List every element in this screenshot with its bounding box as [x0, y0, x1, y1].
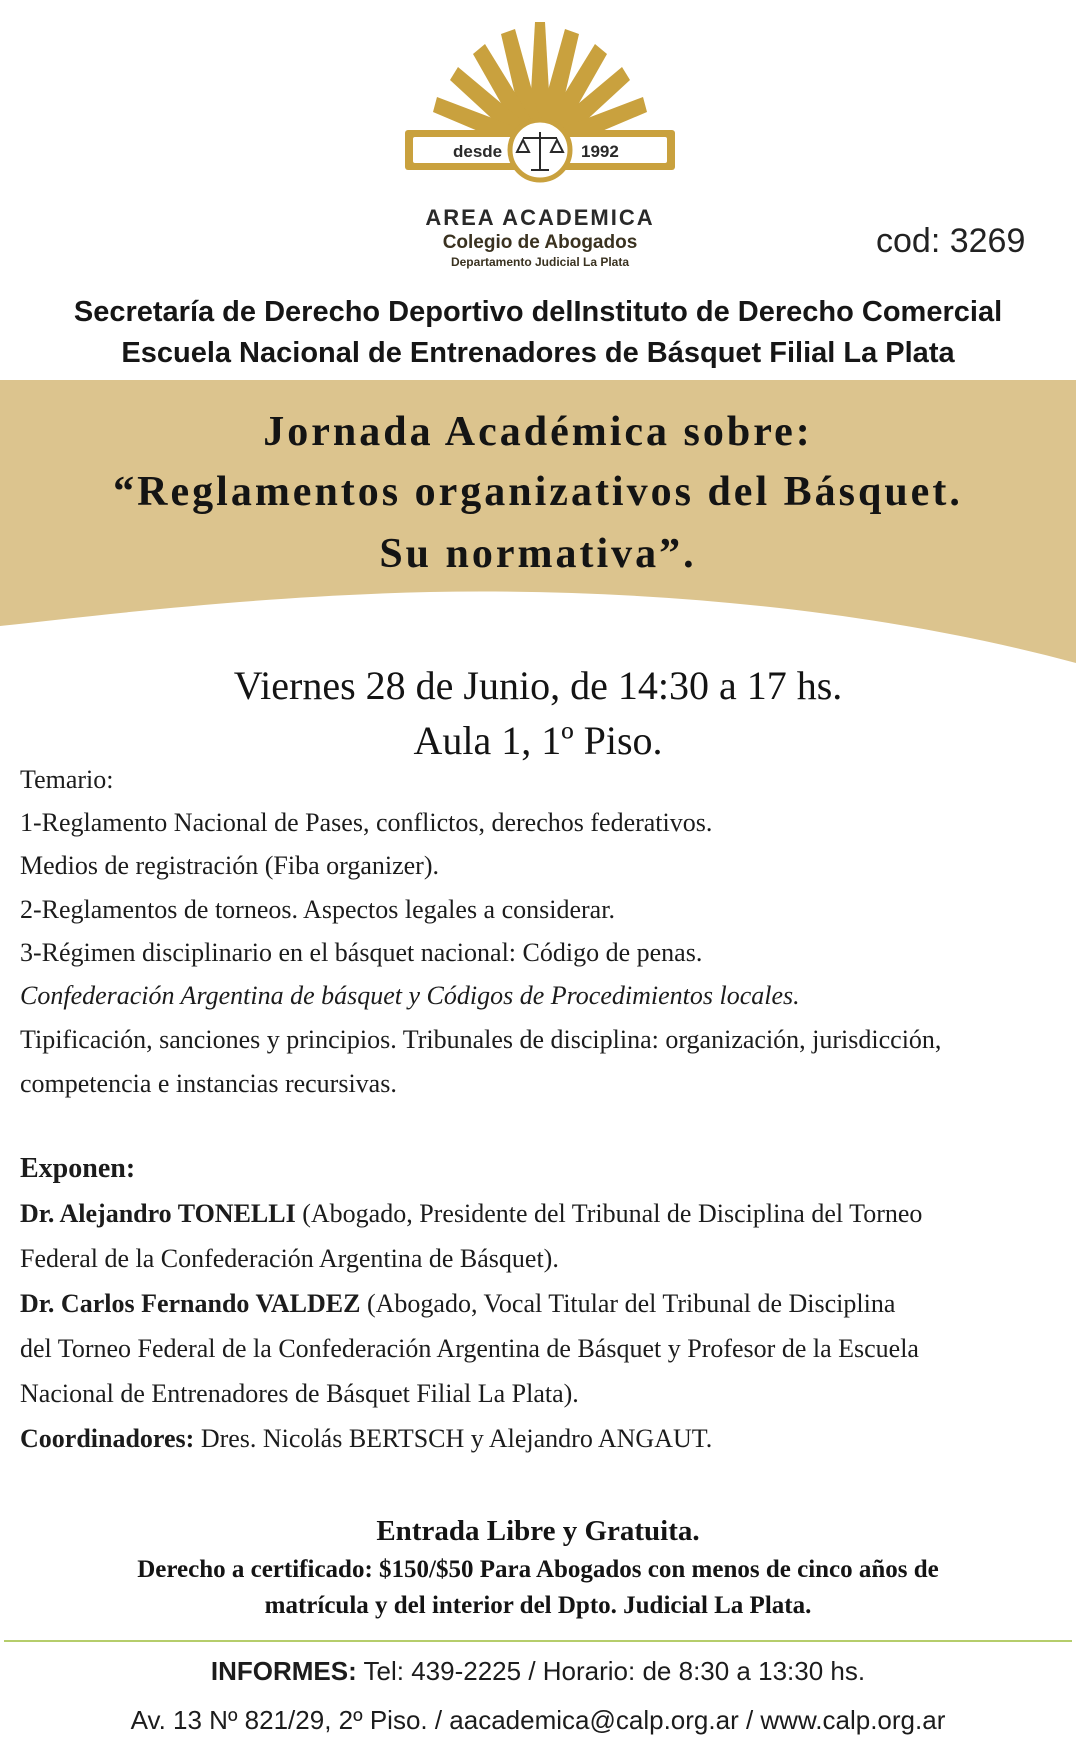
informes-label: INFORMES: [210, 1656, 357, 1686]
speaker-1-desc-cont: Federal de la Confederación Argentina de Básquet). [20, 1244, 559, 1273]
coordinators [20, 1424, 712, 1454]
certificate-line-2: matrícula y del interior del Dpto. Judicial La Plata. [264, 1592, 812, 1619]
speaker-1-desc: (Abogado, Presidente del Tribunal de Disciplina del Torneo [295, 1199, 923, 1228]
temario-item: Tipificación, sanciones y principios. Tribunales de disciplina: organización, jurisdicción, [20, 1025, 942, 1054]
coordinators-label: Coordinadores: [20, 1424, 195, 1453]
temario-item: Medios de registración (Fiba organizer). [20, 851, 439, 880]
speaker-2-name: Dr. Carlos Fernando VALDEZ [20, 1289, 361, 1318]
event-title-line-2: “Reglamentos organizativos del Básquet. [113, 469, 963, 515]
organizer-line-2: Escuela Nacional de Entrenadores de Básquet Filial La Plata [121, 337, 955, 369]
free-entry: Entrada Libre y Gratuita. [376, 1515, 700, 1547]
event-title-line-1: Jornada Académica sobre: [263, 409, 813, 455]
speaker-1 [20, 1199, 922, 1229]
informes-text: Tel: 439-2225 / Horario: de 8:30 a 13:30 hs. [356, 1656, 866, 1686]
area-academica-title: AREA ACADEMICA [425, 205, 655, 230]
speaker-2-desc-cont: Nacional de Entrenadores de Básquet Filial La Plata). [20, 1379, 579, 1408]
temario-item: competencia e instancias recursivas. [20, 1069, 397, 1098]
event-room: Aula 1, 1º Piso. [413, 718, 663, 763]
speaker-1-name: Dr. Alejandro TONELLI [20, 1199, 296, 1228]
certificate-line-1: Derecho a certificado: $150/$50 Para Abogados con menos de cinco años de [137, 1556, 939, 1583]
address-line: Av. 13 Nº 821/29, 2º Piso. / aacademica@calp.org.ar / www.calp.org.ar [130, 1705, 946, 1735]
speaker-2-desc-cont: del Torneo Federal de la Confederación Argentina de Básquet y Profesor de la Escuela [20, 1334, 919, 1363]
temario-heading: Temario: [20, 765, 114, 794]
temario-item: Confederación Argentina de básquet y Códigos de Procedimientos locales. [20, 981, 800, 1010]
exponen-heading: Exponen: [20, 1153, 136, 1184]
event-title-line-3: Su normativa”. [379, 531, 697, 577]
organizer-line-1: Secretaría de Derecho Deportivo delInstituto de Derecho Comercial [73, 296, 1003, 328]
coordinators-names: Dres. Nicolás BERTSCH y Alejandro ANGAUT. [194, 1424, 713, 1453]
temario-item: 1-Reglamento Nacional de Pases, conflictos, derechos federativos. [20, 808, 713, 837]
temario-item: 3-Régimen disciplinario en el básquet nacional: Código de penas. [20, 938, 703, 967]
speaker-2 [20, 1289, 895, 1319]
logo-year: 1992 [581, 142, 619, 161]
colegio-name: Colegio de Abogados [442, 232, 638, 253]
departamento-name: Departamento Judicial La Plata [450, 255, 630, 269]
temario-item: 2-Reglamentos de torneos. Aspectos legales a considerar. [20, 895, 615, 924]
logo-desde: desde [453, 142, 503, 161]
course-code: cod: 3269 [876, 222, 1026, 260]
divider [4, 1640, 1072, 1642]
event-date: Viernes 28 de Junio, de 14:30 a 17 hs. [233, 663, 843, 708]
informes [0, 1656, 1076, 1687]
speaker-2-desc: (Abogado, Vocal Titular del Tribunal de Disciplina [360, 1289, 896, 1318]
